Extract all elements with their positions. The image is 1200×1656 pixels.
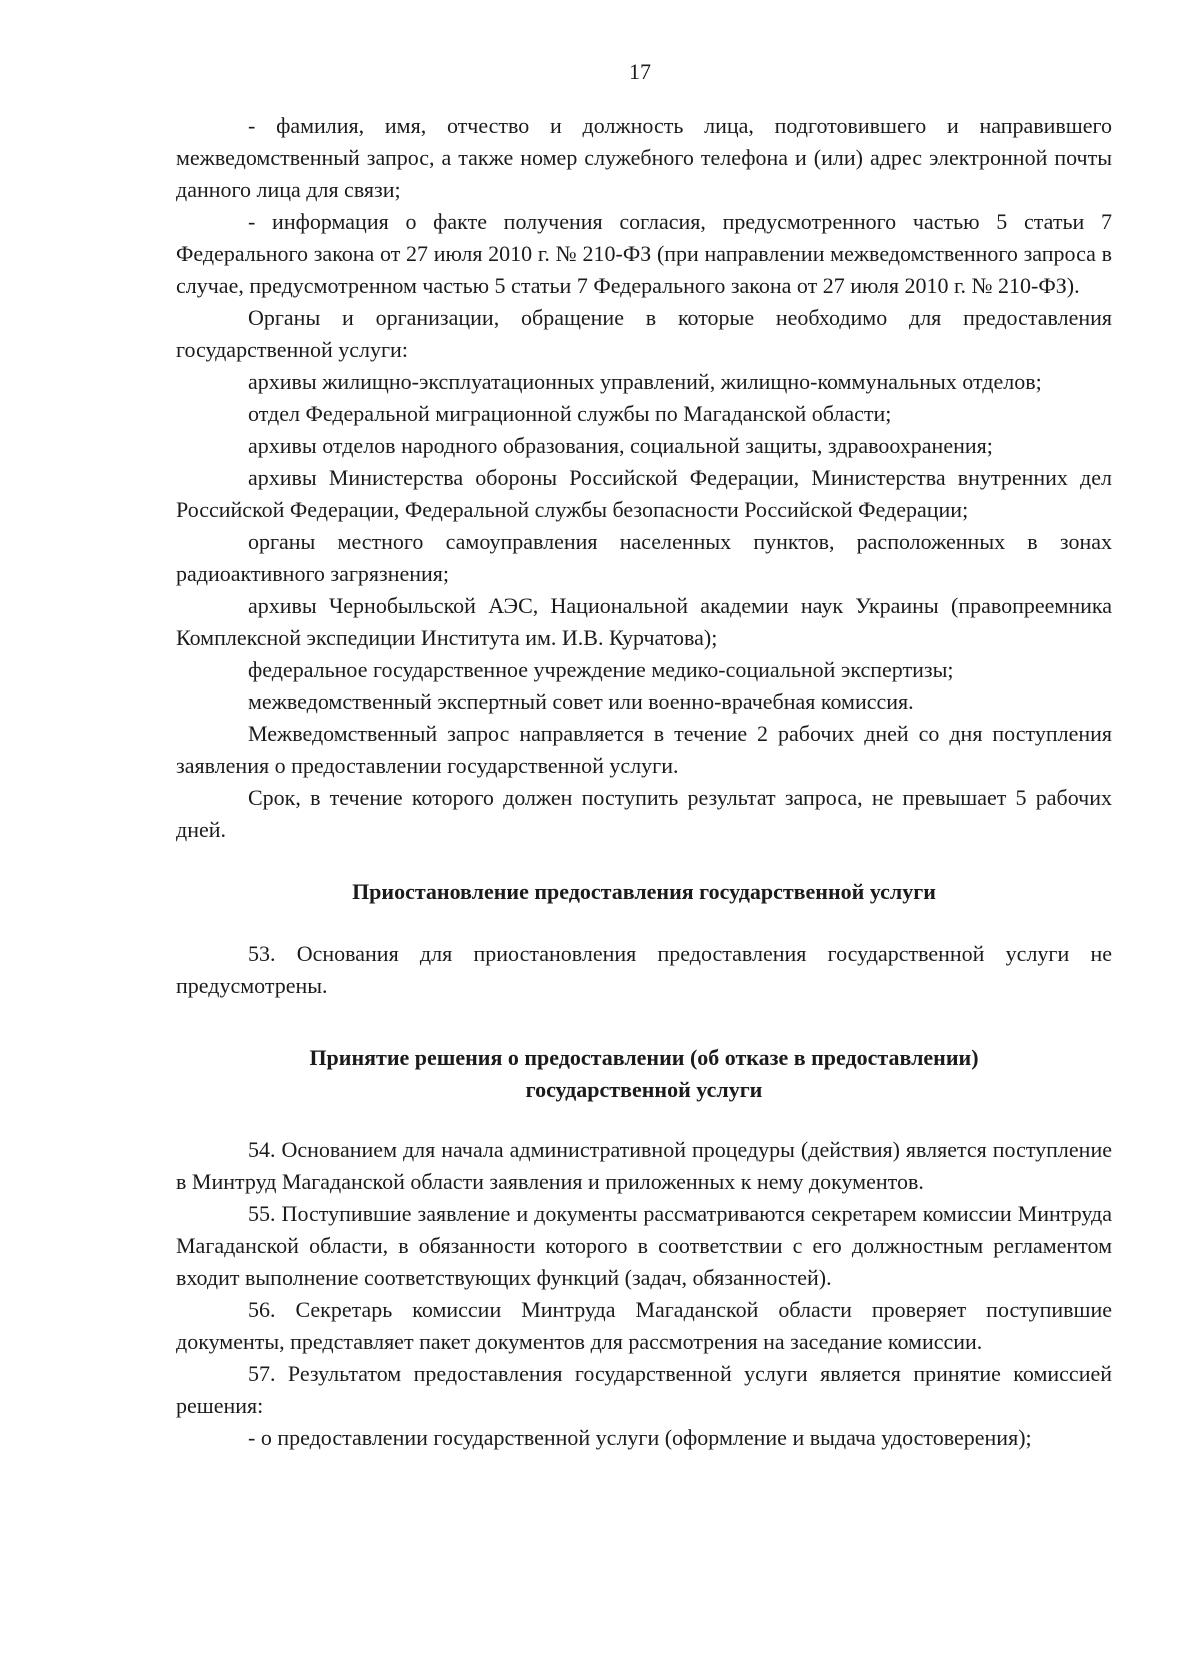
paragraph: - информация о факте получения согласия, предусмотренного частью 5 статьи 7 Федерального закона от 27 июля 2010 г. № 210-ФЗ (при направлении межведомственного запроса в случае, предусмотренном частью 5 статьи 7 Федерального закона от 27 июля 2010 г. № 210-ФЗ). [176,209,1112,298]
paragraph: Межведомственный запрос направляется в течение 2 рабочих дней со дня поступления заявления о предоставлении государственной услуги. [176,721,1112,778]
section-heading-line: Принятие решения о предоставлении (об отказе в предоставлении) [309,1045,979,1070]
paragraph: - о предоставлении государственной услуги (оформление и выдача удостоверения); [248,1425,1032,1450]
paragraph: 56. Секретарь комиссии Минтруда Магаданской области проверяет поступившие документы, представляет пакет документов для рассмотрения на заседание комиссии. [176,1297,1112,1354]
section-heading-suspension: Приостановление предоставления государственной услуги [352,879,936,904]
paragraph: архивы жилищно-эксплуатационных управлений, жилищно-коммунальных отделов; [248,369,1042,394]
paragraph: отдел Федеральной миграционной службы по Магаданской области; [248,401,892,426]
paragraph: архивы отделов народного образования, социальной защиты, здравоохранения; [248,433,993,458]
paragraph: межведомственный экспертный совет или военно-врачебная комиссия. [248,689,914,714]
paragraph: архивы Министерства обороны Российской Федерации, Министерства внутренних дел Российской Федерации, Федеральной службы безопасности Российской Федерации; [176,465,1112,522]
paragraph: 57. Результатом предоставления государственной услуги является принятие комиссией решения: [176,1361,1112,1418]
page-number: 17 [629,59,651,84]
section-heading-decision [176,1042,1112,1106]
document-body [176,110,1112,1454]
paragraph: федеральное государственное учреждение медико-социальной экспертизы; [248,657,954,682]
paragraph: Срок, в течение которого должен поступить результат запроса, не превышает 5 рабочих дней. [176,785,1112,842]
paragraph: - фамилия, имя, отчество и должность лица, подготовившего и направившего межведомственный запрос, а также номер служебного телефона и (или) адрес электронной почты данного лица для связи; [176,113,1112,202]
paragraph: 55. Поступившие заявление и документы рассматриваются секретарем комиссии Минтруда Магаданской области, в обязанности которого в соответствии с его должностным регламентом входит выполнение соответствующих функций (задач, обязанностей). [176,1201,1112,1290]
paragraph: архивы Чернобыльской АЭС, Национальной академии наук Украины (правопреемника Комплексной экспедиции Института им. И.В. Курчатова); [176,593,1112,650]
paragraph: Органы и организации, обращение в которые необходимо для предоставления государственной услуги: [176,305,1112,362]
section-heading-line: государственной услуги [525,1077,763,1102]
paragraph: 54. Основанием для начала административной процедуры (действия) является поступление в Минтруд Магаданской области заявления и приложенных к нему документов. [176,1137,1112,1194]
paragraph: органы местного самоуправления населенных пунктов, расположенных в зонах радиоактивного загрязнения; [176,529,1112,586]
paragraph: 53. Основания для приостановления предоставления государственной услуги не предусмотрены. [176,941,1112,998]
